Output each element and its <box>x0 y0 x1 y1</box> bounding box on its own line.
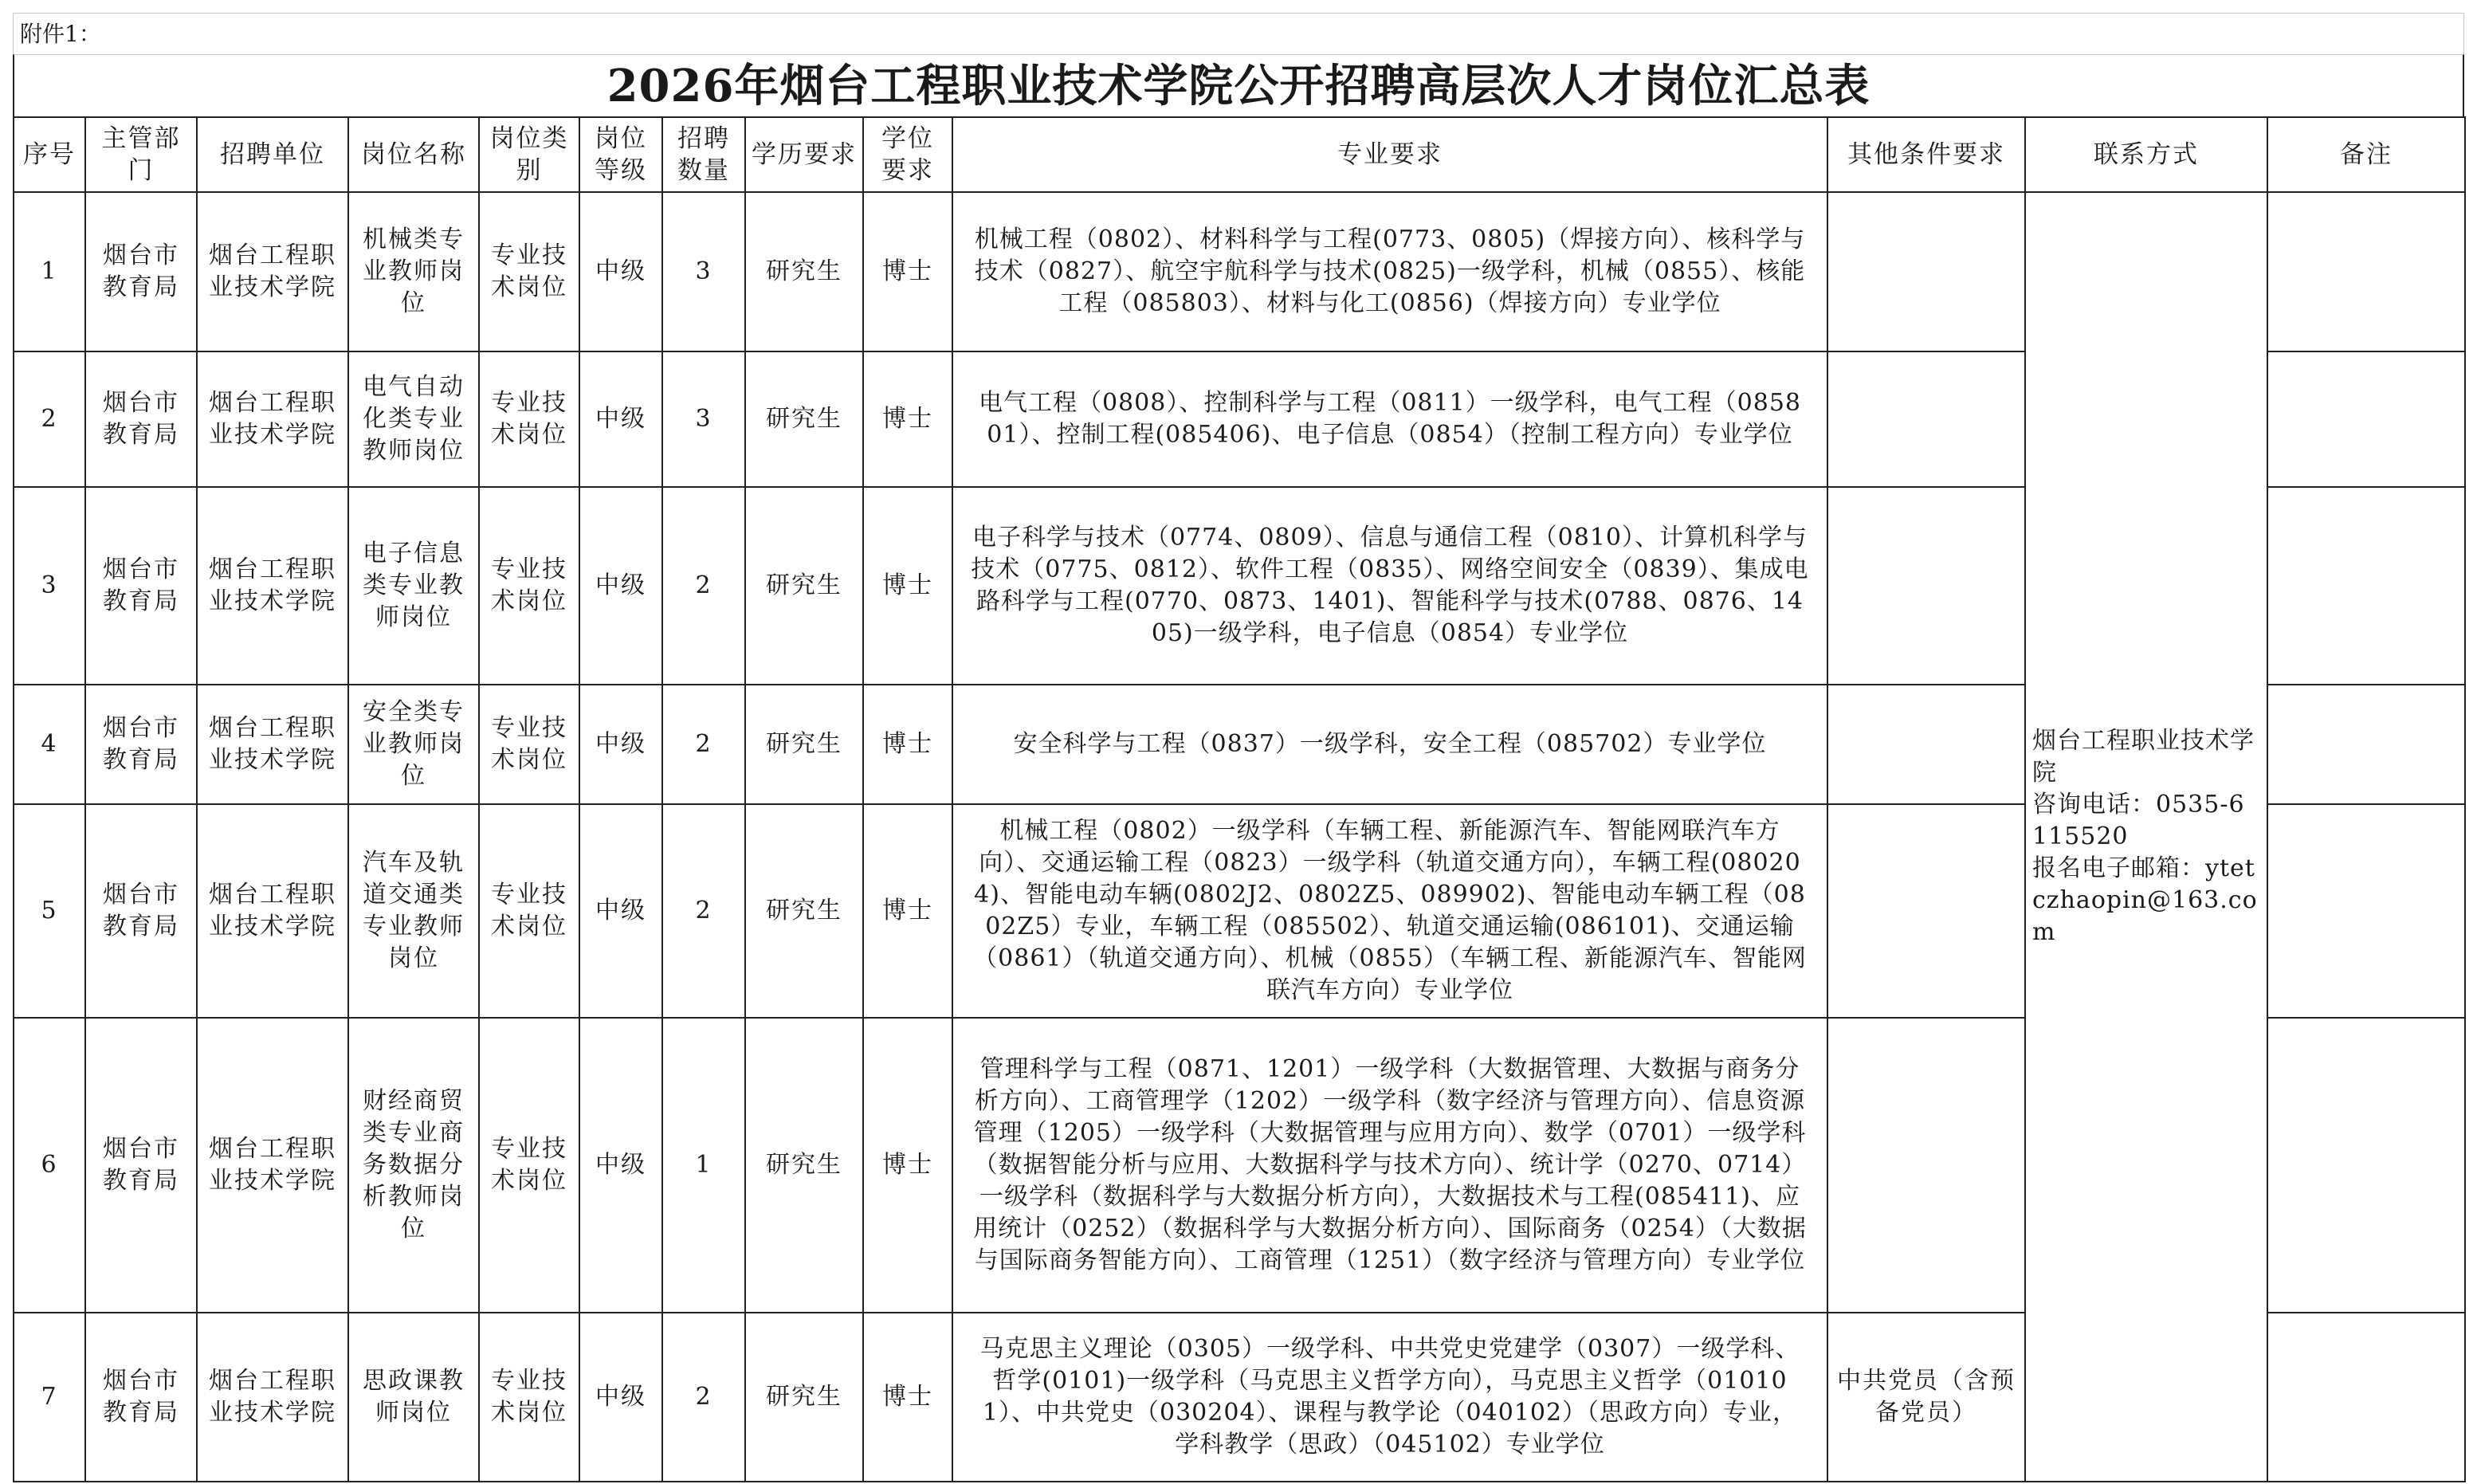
cell-type: 专业技术岗位 <box>479 1018 579 1313</box>
cell-post: 电子信息类专业教师岗位 <box>348 487 479 685</box>
cell-level: 中级 <box>579 685 662 804</box>
cell-other <box>1827 804 2025 1018</box>
cell-no: 2 <box>14 351 85 487</box>
cell-major: 马克思主义理论（0305）一级学科、中共党史党建学（0307）一级学科、哲学(0101)一级学科（马克思主义哲学方向），马克思主义哲学（010101）、中共党史（030204）、课程与教学论（040102）（思政方向）专业，学科教学（思政）（045102）专业学位 <box>952 1313 1827 1482</box>
cell-dept: 烟台市教育局 <box>85 804 197 1018</box>
cell-remark <box>2267 487 2465 685</box>
cell-major: 机械工程（0802）一级学科（车辆工程、新能源汽车、智能网联汽车方向）、交通运输工程（0823）一级学科（轨道交通方向），车辆工程(080204)、智能电动车辆(0802J2、0802Z5、089902)、智能电动车辆工程（0802Z5）专业，车辆工程（085502）、轨道交通运输(086101)、交通运输（0861）（轨道交通方向）、机械（0855）（车辆工程、新能源汽车、智能网联汽车方向）专业学位 <box>952 804 1827 1018</box>
cell-post: 汽车及轨道交通类专业教师岗位 <box>348 804 479 1018</box>
document-title: 2026年烟台工程职业技术学院公开招聘高层次人才岗位汇总表 <box>13 54 2464 116</box>
cell-no: 6 <box>14 1018 85 1313</box>
cell-level: 中级 <box>579 192 662 351</box>
cell-no: 1 <box>14 192 85 351</box>
cell-count: 2 <box>662 685 745 804</box>
cell-edu: 研究生 <box>745 487 863 685</box>
cell-edu: 研究生 <box>745 804 863 1018</box>
cell-major: 安全科学与工程（0837）一级学科，安全工程（085702）专业学位 <box>952 685 1827 804</box>
cell-level: 中级 <box>579 804 662 1018</box>
cell-dept: 烟台市教育局 <box>85 351 197 487</box>
cell-type: 专业技术岗位 <box>479 487 579 685</box>
cell-level: 中级 <box>579 487 662 685</box>
cell-type: 专业技术岗位 <box>479 192 579 351</box>
cell-degree: 博士 <box>863 192 952 351</box>
cell-dept: 烟台市教育局 <box>85 192 197 351</box>
cell-count: 2 <box>662 487 745 685</box>
cell-post: 财经商贸类专业商务数据分析教师岗位 <box>348 1018 479 1313</box>
cell-unit: 烟台工程职业技术学院 <box>197 487 348 685</box>
cell-unit: 烟台工程职业技术学院 <box>197 351 348 487</box>
header-row <box>14 117 2465 192</box>
cell-level: 中级 <box>579 1018 662 1313</box>
cell-other <box>1827 351 2025 487</box>
header-dept: 主管部门 <box>85 117 197 192</box>
cell-count: 2 <box>662 804 745 1018</box>
cell-edu: 研究生 <box>745 1018 863 1313</box>
cell-remark <box>2267 685 2465 804</box>
cell-post: 机械类专业教师岗位 <box>348 192 479 351</box>
cell-count: 1 <box>662 1018 745 1313</box>
cell-type: 专业技术岗位 <box>479 351 579 487</box>
cell-post: 思政课教师岗位 <box>348 1313 479 1482</box>
header-type: 岗位类别 <box>479 117 579 192</box>
cell-no: 3 <box>14 487 85 685</box>
cell-degree: 博士 <box>863 685 952 804</box>
cell-major: 机械工程（0802）、材料科学与工程(0773、0805)（焊接方向）、核科学与技术（0827）、航空宇航科学与技术(0825)一级学科，机械（0855）、核能工程（085803）、材料与化工(0856)（焊接方向）专业学位 <box>952 192 1827 351</box>
cell-other <box>1827 1018 2025 1313</box>
cell-post: 安全类专业教师岗位 <box>348 685 479 804</box>
cell-other: 中共党员（含预备党员） <box>1827 1313 2025 1482</box>
header-degree: 学位要求 <box>863 117 952 192</box>
cell-level: 中级 <box>579 1313 662 1482</box>
cell-unit: 烟台工程职业技术学院 <box>197 1313 348 1482</box>
cell-dept: 烟台市教育局 <box>85 1018 197 1313</box>
cell-remark <box>2267 351 2465 487</box>
positions-table <box>13 116 2466 1482</box>
cell-degree: 博士 <box>863 351 952 487</box>
header-remark: 备注 <box>2267 117 2465 192</box>
cell-remark <box>2267 1313 2465 1482</box>
header-contact: 联系方式 <box>2025 117 2267 192</box>
cell-other <box>1827 192 2025 351</box>
cell-major: 电子科学与技术（0774、0809）、信息与通信工程（0810）、计算机科学与技术（0775、0812）、软件工程（0835）、网络空间安全（0839）、集成电路科学与工程(0770、0873、1401)、智能科学与技术(0788、0876、1405)一级学科，电子信息（0854）专业学位 <box>952 487 1827 685</box>
cell-level: 中级 <box>579 351 662 487</box>
cell-other <box>1827 487 2025 685</box>
cell-unit: 烟台工程职业技术学院 <box>197 685 348 804</box>
cell-degree: 博士 <box>863 487 952 685</box>
contact-cell <box>2025 192 2267 1482</box>
cell-no: 4 <box>14 685 85 804</box>
cell-edu: 研究生 <box>745 685 863 804</box>
header-no: 序号 <box>14 117 85 192</box>
header-unit: 招聘单位 <box>197 117 348 192</box>
cell-edu: 研究生 <box>745 351 863 487</box>
header-other: 其他条件要求 <box>1827 117 2025 192</box>
header-edu: 学历要求 <box>745 117 863 192</box>
cell-post: 电气自动化类专业教师岗位 <box>348 351 479 487</box>
cell-dept: 烟台市教育局 <box>85 1313 197 1482</box>
cell-other <box>1827 685 2025 804</box>
cell-edu: 研究生 <box>745 1313 863 1482</box>
cell-type: 专业技术岗位 <box>479 685 579 804</box>
cell-unit: 烟台工程职业技术学院 <box>197 192 348 351</box>
cell-type: 专业技术岗位 <box>479 1313 579 1482</box>
cell-degree: 博士 <box>863 804 952 1018</box>
contact-phone: 咨询电话：0535-6115520 <box>2032 791 2245 850</box>
cell-dept: 烟台市教育局 <box>85 685 197 804</box>
cell-major: 管理科学与工程（0871、1201）一级学科（大数据管理、大数据与商务分析方向）、工商管理学（1202）一级学科（数字经济与管理方向）、信息资源管理（1205）一级学科（大数据管理与应用方向）、数学（0701）一级学科（数据智能分析与应用、大数据科学与技术方向）、统计学（0270、0714）一级学科（数据科学与大数据分析方向），大数据技术与工程(085411)、应用统计（0252）（数据科学与大数据分析方向）、国际商务（0254）（大数据与国际商务智能方向）、工商管理（1251）（数字经济与管理方向）专业学位 <box>952 1018 1827 1313</box>
cell-remark <box>2267 192 2465 351</box>
cell-remark <box>2267 1018 2465 1313</box>
cell-remark <box>2267 804 2465 1018</box>
cell-unit: 烟台工程职业技术学院 <box>197 804 348 1018</box>
cell-degree: 博士 <box>863 1018 952 1313</box>
cell-dept: 烟台市教育局 <box>85 487 197 685</box>
cell-count: 2 <box>662 1313 745 1482</box>
header-post: 岗位名称 <box>348 117 479 192</box>
header-count: 招聘数量 <box>662 117 745 192</box>
cell-count: 3 <box>662 351 745 487</box>
attachment-label: 附件1： <box>13 13 2464 54</box>
cell-major: 电气工程（0808）、控制科学与工程（0811）一级学科，电气工程（085801）、控制工程(085406)、电子信息（0854）（控制工程方向）专业学位 <box>952 351 1827 487</box>
cell-type: 专业技术岗位 <box>479 804 579 1018</box>
contact-org: 烟台工程职业技术学院 <box>2032 727 2255 787</box>
contact-email: 报名电子邮箱：ytetczhaopin@163.com <box>2032 854 2258 946</box>
header-level: 岗位等级 <box>579 117 662 192</box>
document-sheet <box>13 13 2464 1482</box>
cell-degree: 博士 <box>863 1313 952 1482</box>
cell-no: 7 <box>14 1313 85 1482</box>
cell-no: 5 <box>14 804 85 1018</box>
cell-edu: 研究生 <box>745 192 863 351</box>
cell-count: 3 <box>662 192 745 351</box>
table-row <box>14 192 2465 351</box>
cell-unit: 烟台工程职业技术学院 <box>197 1018 348 1313</box>
header-major: 专业要求 <box>952 117 1827 192</box>
